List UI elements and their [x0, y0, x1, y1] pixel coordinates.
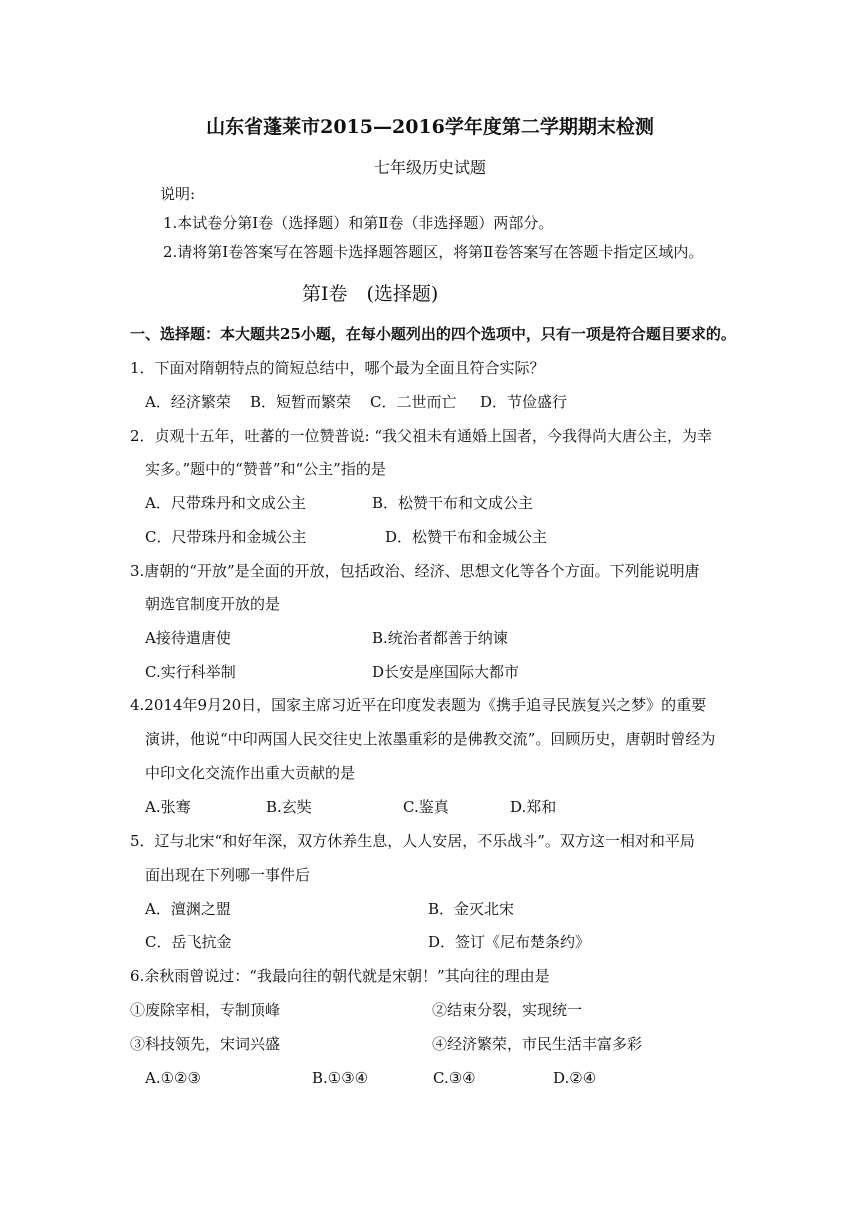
option-a: A接待遣唐使 [145, 629, 231, 647]
statement-2: ②结束分裂，实现统一 [432, 1001, 583, 1019]
option-c: C．岳飞抗金 [145, 933, 232, 951]
statement-4: ④经济繁荣，市民生活丰富多彩 [432, 1035, 643, 1053]
option-c: C.③④ [433, 1069, 476, 1087]
instruction-item: 1.本试卷分第Ⅰ卷（选择题）和第Ⅱ卷（非选择题）两部分。 [163, 214, 554, 232]
statement-3: ③科技领先，宋词兴盛 [130, 1035, 281, 1053]
question-stem-cont: 面出现在下列哪一事件后 [145, 866, 311, 884]
option-d: D.②④ [553, 1069, 597, 1087]
option-b: B．松赞干布和文成公主 [372, 494, 534, 512]
instruction-item: 2.请将第Ⅰ卷答案写在答题卡选择题答题区，将第Ⅱ卷答案写在答题卡指定区域内。 [163, 243, 704, 261]
option-d: D．签订《尼布楚条约》 [428, 933, 591, 951]
option-d: D长安是座国际大都市 [372, 663, 520, 681]
statement-1: ①废除宰相，专制顶峰 [130, 1001, 281, 1019]
page-title: 山东省蓬莱市2015—2016学年度第二学期期末检测 [206, 116, 654, 138]
question-stem: 6.余秋雨曾说过：“我最向往的朝代就是宋朝！”其向往的理由是 [130, 967, 550, 985]
page-subtitle: 七年级历史试题 [373, 158, 486, 177]
instructions-label: 说明: [160, 185, 196, 203]
option-d: D.郑和 [510, 798, 557, 816]
option-c: C.实行科举制 [145, 663, 236, 681]
option-c: C．尺带珠丹和金城公主 [145, 528, 307, 546]
option-b: B.玄奘 [266, 798, 312, 816]
section-heading: 一、选择题：本大题共25小题，在每小题列出的四个选项中，只有一项是符合题目要求的。 [130, 325, 736, 343]
question-stem: 2．贞观十五年，吐蕃的一位赞普说: “我父祖未有通婚上国者，今我得尚大唐公主，为幸 [130, 427, 713, 445]
option-d: D．松赞干布和金城公主 [385, 528, 548, 546]
option-d: D．节俭盛行 [480, 393, 568, 411]
question-stem: 3.唐朝的“开放”是全面的开放，包括政治、经济、思想文化等各个方面。下列能说明唐 [130, 562, 700, 580]
option-b: B.统治者都善于纳谏 [372, 629, 508, 647]
question-stem-cont: 实多。”题中的“赞普”和“公主”指的是 [145, 460, 386, 478]
question-stem-cont: 中印文化交流作出重大贡献的是 [145, 764, 356, 782]
option-a: A.张骞 [145, 798, 191, 816]
question-stem-cont: 朝选官制度开放的是 [145, 595, 281, 613]
question-stem-cont: 演讲，他说“中印两国人民交往史上浓墨重彩的是佛教交流”。回顾历史，唐朝时曾经为 [145, 730, 716, 748]
part-title: 第Ⅰ卷 (选择题) [302, 283, 439, 305]
option-c: C．二世而亡 [370, 393, 457, 411]
option-a: A．经济繁荣 [145, 393, 231, 411]
option-a: A．澶渊之盟 [145, 900, 231, 918]
option-b: B.①③④ [312, 1069, 369, 1087]
option-c: C.鉴真 [403, 798, 449, 816]
question-stem: 5．辽与北宋“和好年深，双方休养生息，人人安居，不乐战斗”。双方这一相对和平局 [130, 832, 695, 850]
question-stem: 1．下面对隋朝特点的简短总结中，哪个最为全面且符合实际？ [130, 359, 545, 377]
question-stem: 4.2014年9月20日，国家主席习近平在印度发表题为《携手追寻民族复兴之梦》的重要 [130, 696, 707, 714]
option-b: B．短暂而繁荣 [250, 393, 352, 411]
option-a: A．尺带珠丹和文成公主 [145, 494, 306, 512]
option-b: B．金灭北宋 [428, 900, 515, 918]
option-a: A.①②③ [145, 1069, 201, 1087]
